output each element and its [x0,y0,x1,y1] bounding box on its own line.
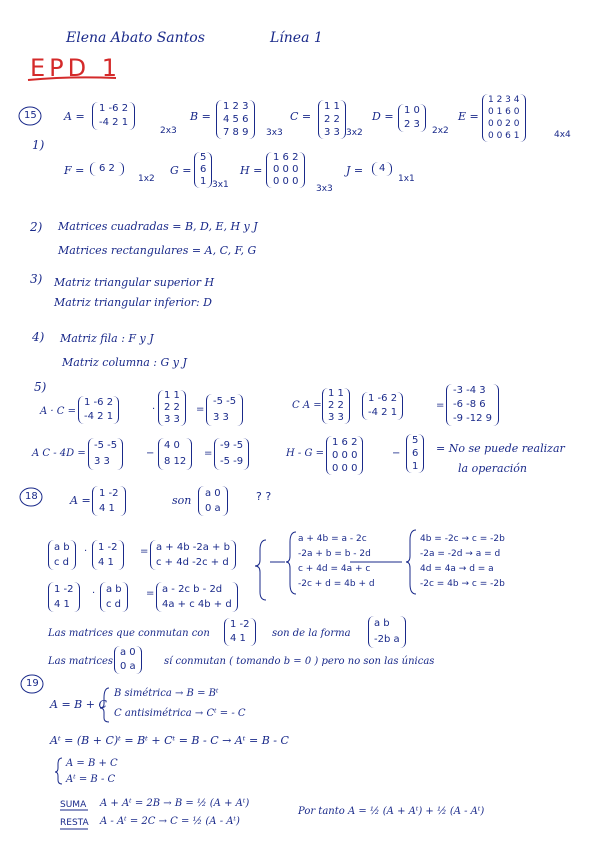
matrix-G: 5 6 1 [194,152,212,188]
AC-matrix-A: 1 -6 2 -4 2 1 [78,396,119,424]
left-mat-1: a b c d [48,540,76,570]
AC-matrix-C: 1 1 2 2 3 3 [158,390,186,426]
equals: = [196,404,205,415]
suma-equation: A + Aᵗ = 2B → B = ½ (A + Aᵗ) [100,798,250,809]
ex19-system-1: A = B + C [66,758,118,769]
rectangular-matrices: Matrices rectangulares = A, C, F, G [58,244,257,257]
line-label: Línea 1 [270,30,323,46]
ex15-number: 15 [24,110,37,121]
row-matrices: Matriz fila : F y J [60,332,154,345]
conclusion-2a: Las matrices [48,656,114,667]
AC4D-m2: 4 0 8 12 [158,438,192,470]
ex19-C-antisymmetric: C antisimétrica → Cᵗ = - C [114,708,246,719]
brace-3 [406,530,416,594]
dot-op: · [152,404,156,415]
equals: = [140,546,149,557]
lower-triangular: Matriz triangular inferior: D [54,296,212,309]
part5-label: 5) [34,380,47,394]
matrix-B-label: B = [190,110,211,123]
minus-op: − [146,448,155,459]
HG-note-2: la operación [458,462,527,475]
conclusion-1-form: a b -2b a [368,616,406,648]
ex19-system-2: Aᵗ = B - C [66,774,116,785]
HG-note-1: = No se puede realizar [436,442,565,455]
right-mat-2: a b c d [100,582,128,612]
ex18-question: ? ? [256,490,272,503]
matrix-E: 1 2 3 4 0 1 6 0 0 0 2 0 0 0 6 1 [482,94,526,142]
resta-equation: A - Aᵗ = 2C → C = ½ (A - Aᵗ) [100,816,240,827]
AC4D-result: -9 -5 -5 -9 [214,438,249,470]
dot-op: · [84,546,88,557]
matrix-H-label: H = [240,164,263,177]
por-tanto: Por tanto A = ½ (A + Aᵗ) + ½ (A - Aᵗ) [298,806,485,817]
matrix-C-dim: 3x2 [346,128,363,138]
matrix-F-dim: 1x2 [138,174,155,184]
matrix-H: 1 6 2 0 0 0 0 0 0 [266,152,305,188]
matrix-E-label: E = [458,110,479,123]
brace-2 [286,532,296,594]
matrix-B-dim: 3x3 [266,128,283,138]
HG-label: H - G = [286,448,325,459]
dot-op: · [92,588,96,599]
CA-matrix-A: 1 -6 2 -4 2 1 [362,392,403,420]
matrix-D-dim: 2x2 [432,126,449,136]
suma-label: SUMA [60,800,87,810]
part2-label: 2) [30,220,43,234]
matrix-G-label: G = [170,164,192,177]
ex18-A: 1 -2 4 1 [92,486,126,516]
left-mat-2: 1 -2 4 1 [92,540,124,570]
matrix-D-label: D = [372,110,394,123]
column-matrices: Matriz columna : G y J [62,356,187,369]
matrix-J-label: J = [346,164,364,177]
matrix-D: 1 0 2 3 [398,104,426,132]
matrix-J: 4 [372,162,392,176]
matrix-J-dim: 1x1 [398,174,415,184]
HG-m2: 5 6 1 [406,434,424,473]
matrix-C-label: C = [290,110,312,123]
matrix-F-label: F = [64,164,85,177]
matrix-C: 1 1 2 2 3 3 [318,100,346,139]
ex19-transpose: Aᵗ = (B + C)ᵗ = Bᵗ + Cᵗ = B - C → Aᵗ = B - C [50,734,289,747]
matrix-A: 1 -6 2 -4 2 1 [92,102,135,130]
conclusion-1a: Las matrices que conmutan con [48,628,210,639]
part4-label: 4) [32,330,45,344]
CA-matrix-C: 1 1 2 2 3 3 [322,388,350,424]
system-1: a + 4b = a - 2c -2a + b = b - 2d c + 4d = 4a + c -2c + d = 4b + d [298,534,375,589]
part1-label: 1) [32,138,45,152]
matrix-H-dim: 3x3 [316,184,333,194]
brace-5 [55,758,62,784]
author-name: Elena Abato Santos [66,30,205,46]
resta-label: RESTA [60,818,89,828]
part3-label: 3) [30,272,43,286]
AC-label: A · C = [40,406,76,417]
matrix-B: 1 2 3 4 5 6 7 8 9 [216,100,255,139]
AC-result: -5 -5 3 3 [206,394,243,426]
CA-label: C A = [292,400,322,411]
AC4D-m1: -5 -5 3 3 [88,438,123,470]
matrix-A-dim: 2x3 [160,126,177,136]
ex18-X: a 0 0 a [198,486,228,516]
ex19-equation: A = B + C [50,698,107,711]
ex18-A-label: A = [70,494,91,507]
square-matrices: Matrices cuadradas = B, D, E, H y J [58,220,258,233]
conclusion-1b: son de la forma [272,628,351,639]
minus-op: − [392,448,401,459]
CA-result: -3 -4 3 -6 -8 6 -9 -12 9 [446,384,499,426]
upper-triangular: Matriz triangular superior H [54,276,215,289]
HG-m1: 1 6 2 0 0 0 0 0 0 [326,436,363,475]
system-2: 4b = -2c → c = -2b -2a = -2d → a = d 4d = 4a → d = a -2c = 4b → c = -2b [420,534,505,589]
equals: = [204,448,213,459]
equals: = [146,588,155,599]
right-result: a - 2c b - 2d 4a + c 4b + d [156,582,238,612]
equals: = [436,400,445,411]
matrix-F: 6 2 [90,162,124,176]
left-result: a + 4b -2a + b c + 4d -2c + d [150,540,236,570]
matrix-G-dim: 3x1 [212,180,229,190]
ex18-son: son [172,494,192,507]
ex19-number: 19 [26,678,39,689]
right-mat-1: 1 -2 4 1 [48,582,80,612]
ex19-B-symmetric: B simétrica → B = Bᵗ [114,688,219,699]
brace-1 [255,540,266,600]
ex18-number: 18 [25,491,38,502]
page-title: EPD 1 [30,54,122,82]
AC4D-label: A C - 4D = [32,448,86,459]
conclusion-1-matrix: 1 -2 4 1 [224,618,256,646]
matrix-A-label: A = [64,110,85,123]
matrix-E-dim: 4x4 [554,130,571,140]
conclusion-2-matrix: a 0 0 a [114,646,142,674]
conclusion-2b: sí conmutan ( tomando b = 0 ) pero no son las únicas [164,656,435,667]
